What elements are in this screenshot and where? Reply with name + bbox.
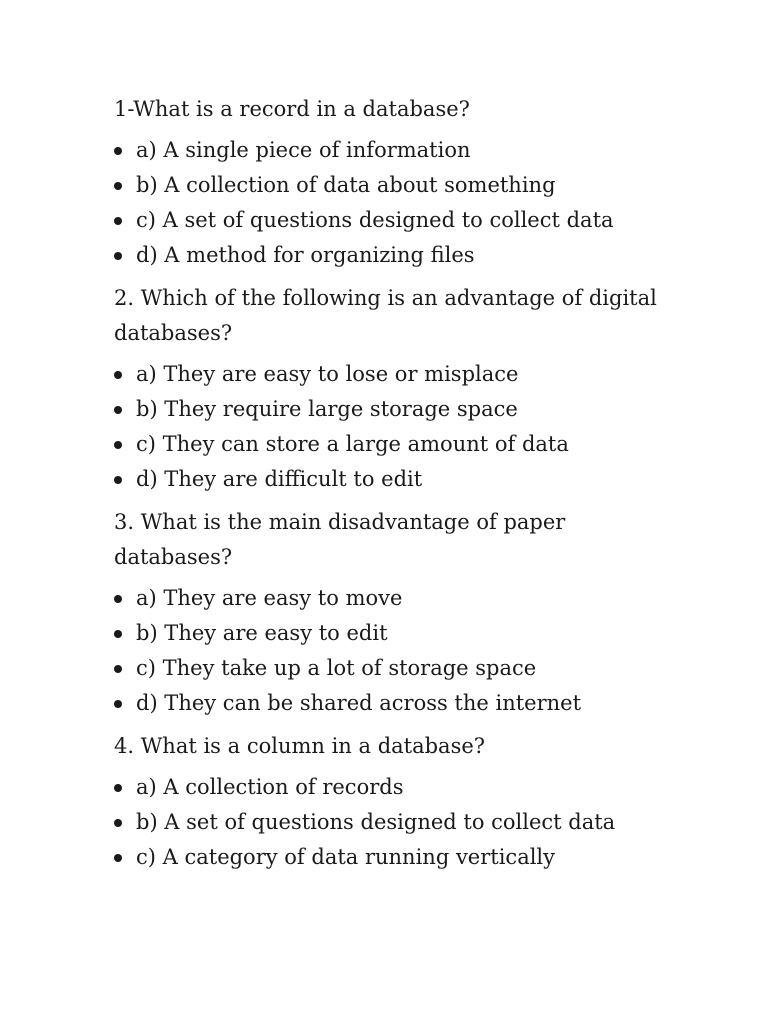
option-1c (114, 203, 674, 238)
bullet-icon (114, 700, 122, 708)
option-2d (114, 462, 674, 497)
bullet-icon (114, 252, 122, 260)
bullet-icon (114, 854, 122, 862)
option-3a (114, 581, 674, 616)
option-label: a) A collection of records (136, 775, 404, 799)
option-3b (114, 616, 674, 651)
option-label: d) They are difficult to edit (136, 467, 423, 491)
option-label: c) They take up a lot of storage space (136, 656, 537, 680)
bullet-icon (114, 819, 122, 827)
bullet-icon (114, 406, 122, 414)
question-4: 4. What is a column in a database? (114, 734, 486, 758)
bullet-icon (114, 630, 122, 638)
option-1d (114, 238, 674, 273)
option-label: c) A category of data running vertically (136, 845, 556, 869)
option-2a (114, 357, 674, 392)
bullet-icon (114, 665, 122, 673)
bullet-icon (114, 147, 122, 155)
option-label: c) They can store a large amount of data (136, 432, 569, 456)
question-2-options (114, 357, 674, 497)
bullet-icon (114, 476, 122, 484)
bullet-icon (114, 371, 122, 379)
option-4b (114, 805, 674, 840)
option-1a (114, 133, 674, 168)
bullet-icon (114, 784, 122, 792)
option-4c (114, 840, 674, 875)
option-3c (114, 651, 674, 686)
option-label: a) They are easy to lose or misplace (136, 362, 519, 386)
option-label: d) A method for organizing files (136, 243, 475, 267)
quiz-document (114, 92, 674, 883)
question-4-options (114, 770, 674, 875)
option-2c (114, 427, 674, 462)
question-2: 2. Which of the following is an advantage of digital databases? (114, 286, 657, 345)
question-3: 3. What is the main disadvantage of paper databases? (114, 510, 566, 569)
option-label: b) They are easy to edit (136, 621, 388, 645)
bullet-icon (114, 217, 122, 225)
option-label: b) A collection of data about something (136, 173, 556, 197)
bullet-icon (114, 441, 122, 449)
question-1: 1-What is a record in a database? (114, 97, 470, 121)
question-1-options (114, 133, 674, 273)
option-4a (114, 770, 674, 805)
bullet-icon (114, 182, 122, 190)
option-1b (114, 168, 674, 203)
option-label: b) A set of questions designed to collect data (136, 810, 616, 834)
bullet-icon (114, 595, 122, 603)
option-label: a) They are easy to move (136, 586, 403, 610)
option-2b (114, 392, 674, 427)
option-label: b) They require large storage space (136, 397, 518, 421)
question-3-options (114, 581, 674, 721)
option-label: d) They can be shared across the internet (136, 691, 582, 715)
option-label: c) A set of questions designed to collect data (136, 208, 614, 232)
option-3d (114, 686, 674, 721)
option-label: a) A single piece of information (136, 138, 471, 162)
